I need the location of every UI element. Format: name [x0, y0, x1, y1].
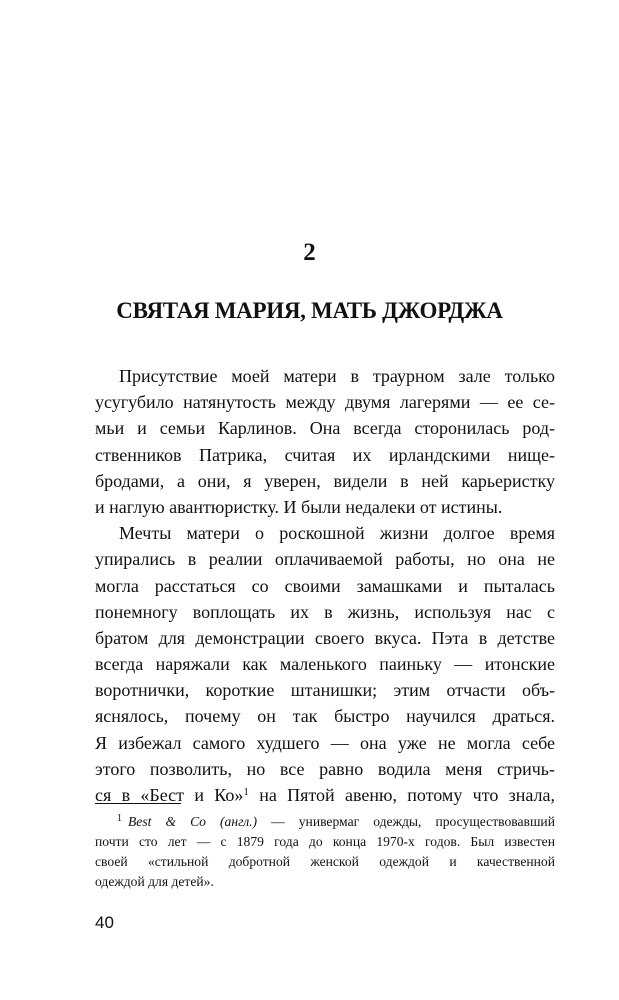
text-line: Я избежал самого худшего — она уже не могла себе	[95, 732, 555, 753]
footnote-line: своей «стильной добротной женской одеждой и качественной	[95, 854, 555, 869]
text-line: упирались в реалии оплачиваемой работы, но она не	[95, 549, 555, 570]
text-line: Мечты матери о роскошной жизни долгое время	[119, 523, 555, 544]
text-line: всегда наряжали как маленького паиньку — итонские	[95, 654, 555, 675]
text-line: и наглую авантюристку. И были недалеки от истины.	[95, 496, 503, 517]
text-line: этого позволить, но все равно водила меня стричь-	[95, 758, 555, 779]
footnote-separator	[95, 803, 181, 804]
text-line: Присутствие моей матери в траурном зале только	[119, 366, 555, 386]
footnote-reference[interactable]: 1	[243, 786, 249, 798]
text-line: могла расстаться со своими замашками и пыталась	[95, 575, 555, 596]
text-line: братом для демонстрации своего вкуса. Пэта в детстве	[95, 627, 555, 648]
chapter-number: 2	[303, 239, 316, 266]
footnote-term: Best & Co (англ.)	[128, 814, 258, 829]
text-fragment: на Пятой авеню, потому что знала,	[248, 785, 555, 805]
text-line: мьи и семьи Карлинов. Она всегда сторонилась род-	[95, 418, 555, 439]
text-line: ственников Патрика, считая их ирландскими нище-	[95, 444, 555, 465]
text-line: усугубило натянутость между двумя лагерями — ее се-	[95, 392, 555, 413]
footnote-line: почти сто лет — с 1879 года до конца 1970-х годов. Был известен	[95, 834, 555, 849]
footnote-line: одеждой для детей».	[95, 874, 214, 889]
footnote-number: 1	[117, 813, 122, 824]
footnote	[95, 812, 555, 892]
footnote-text: — универмаг одежды, просуществовавший	[257, 814, 555, 829]
body-text	[95, 363, 555, 808]
text-line: воротнички, короткие штанишки; этим отчасти объ-	[95, 680, 555, 701]
page-number: 40	[95, 913, 114, 932]
text-line: бродами, а они, я уверен, видели в ней карьеристку	[95, 470, 555, 491]
text-line-with-footnote-ref	[95, 782, 555, 808]
text-fragment: ся в «Бест и Ко»	[95, 785, 244, 805]
footnote-line	[95, 812, 555, 832]
chapter-title: СВЯТАЯ МАРИЯ, МАТЬ ДЖОРДЖА	[116, 298, 503, 323]
text-line: понемногу воплощать их в жизнь, используя нас с	[95, 601, 555, 622]
text-line: яснялось, почему он так быстро научился драться.	[95, 706, 555, 727]
